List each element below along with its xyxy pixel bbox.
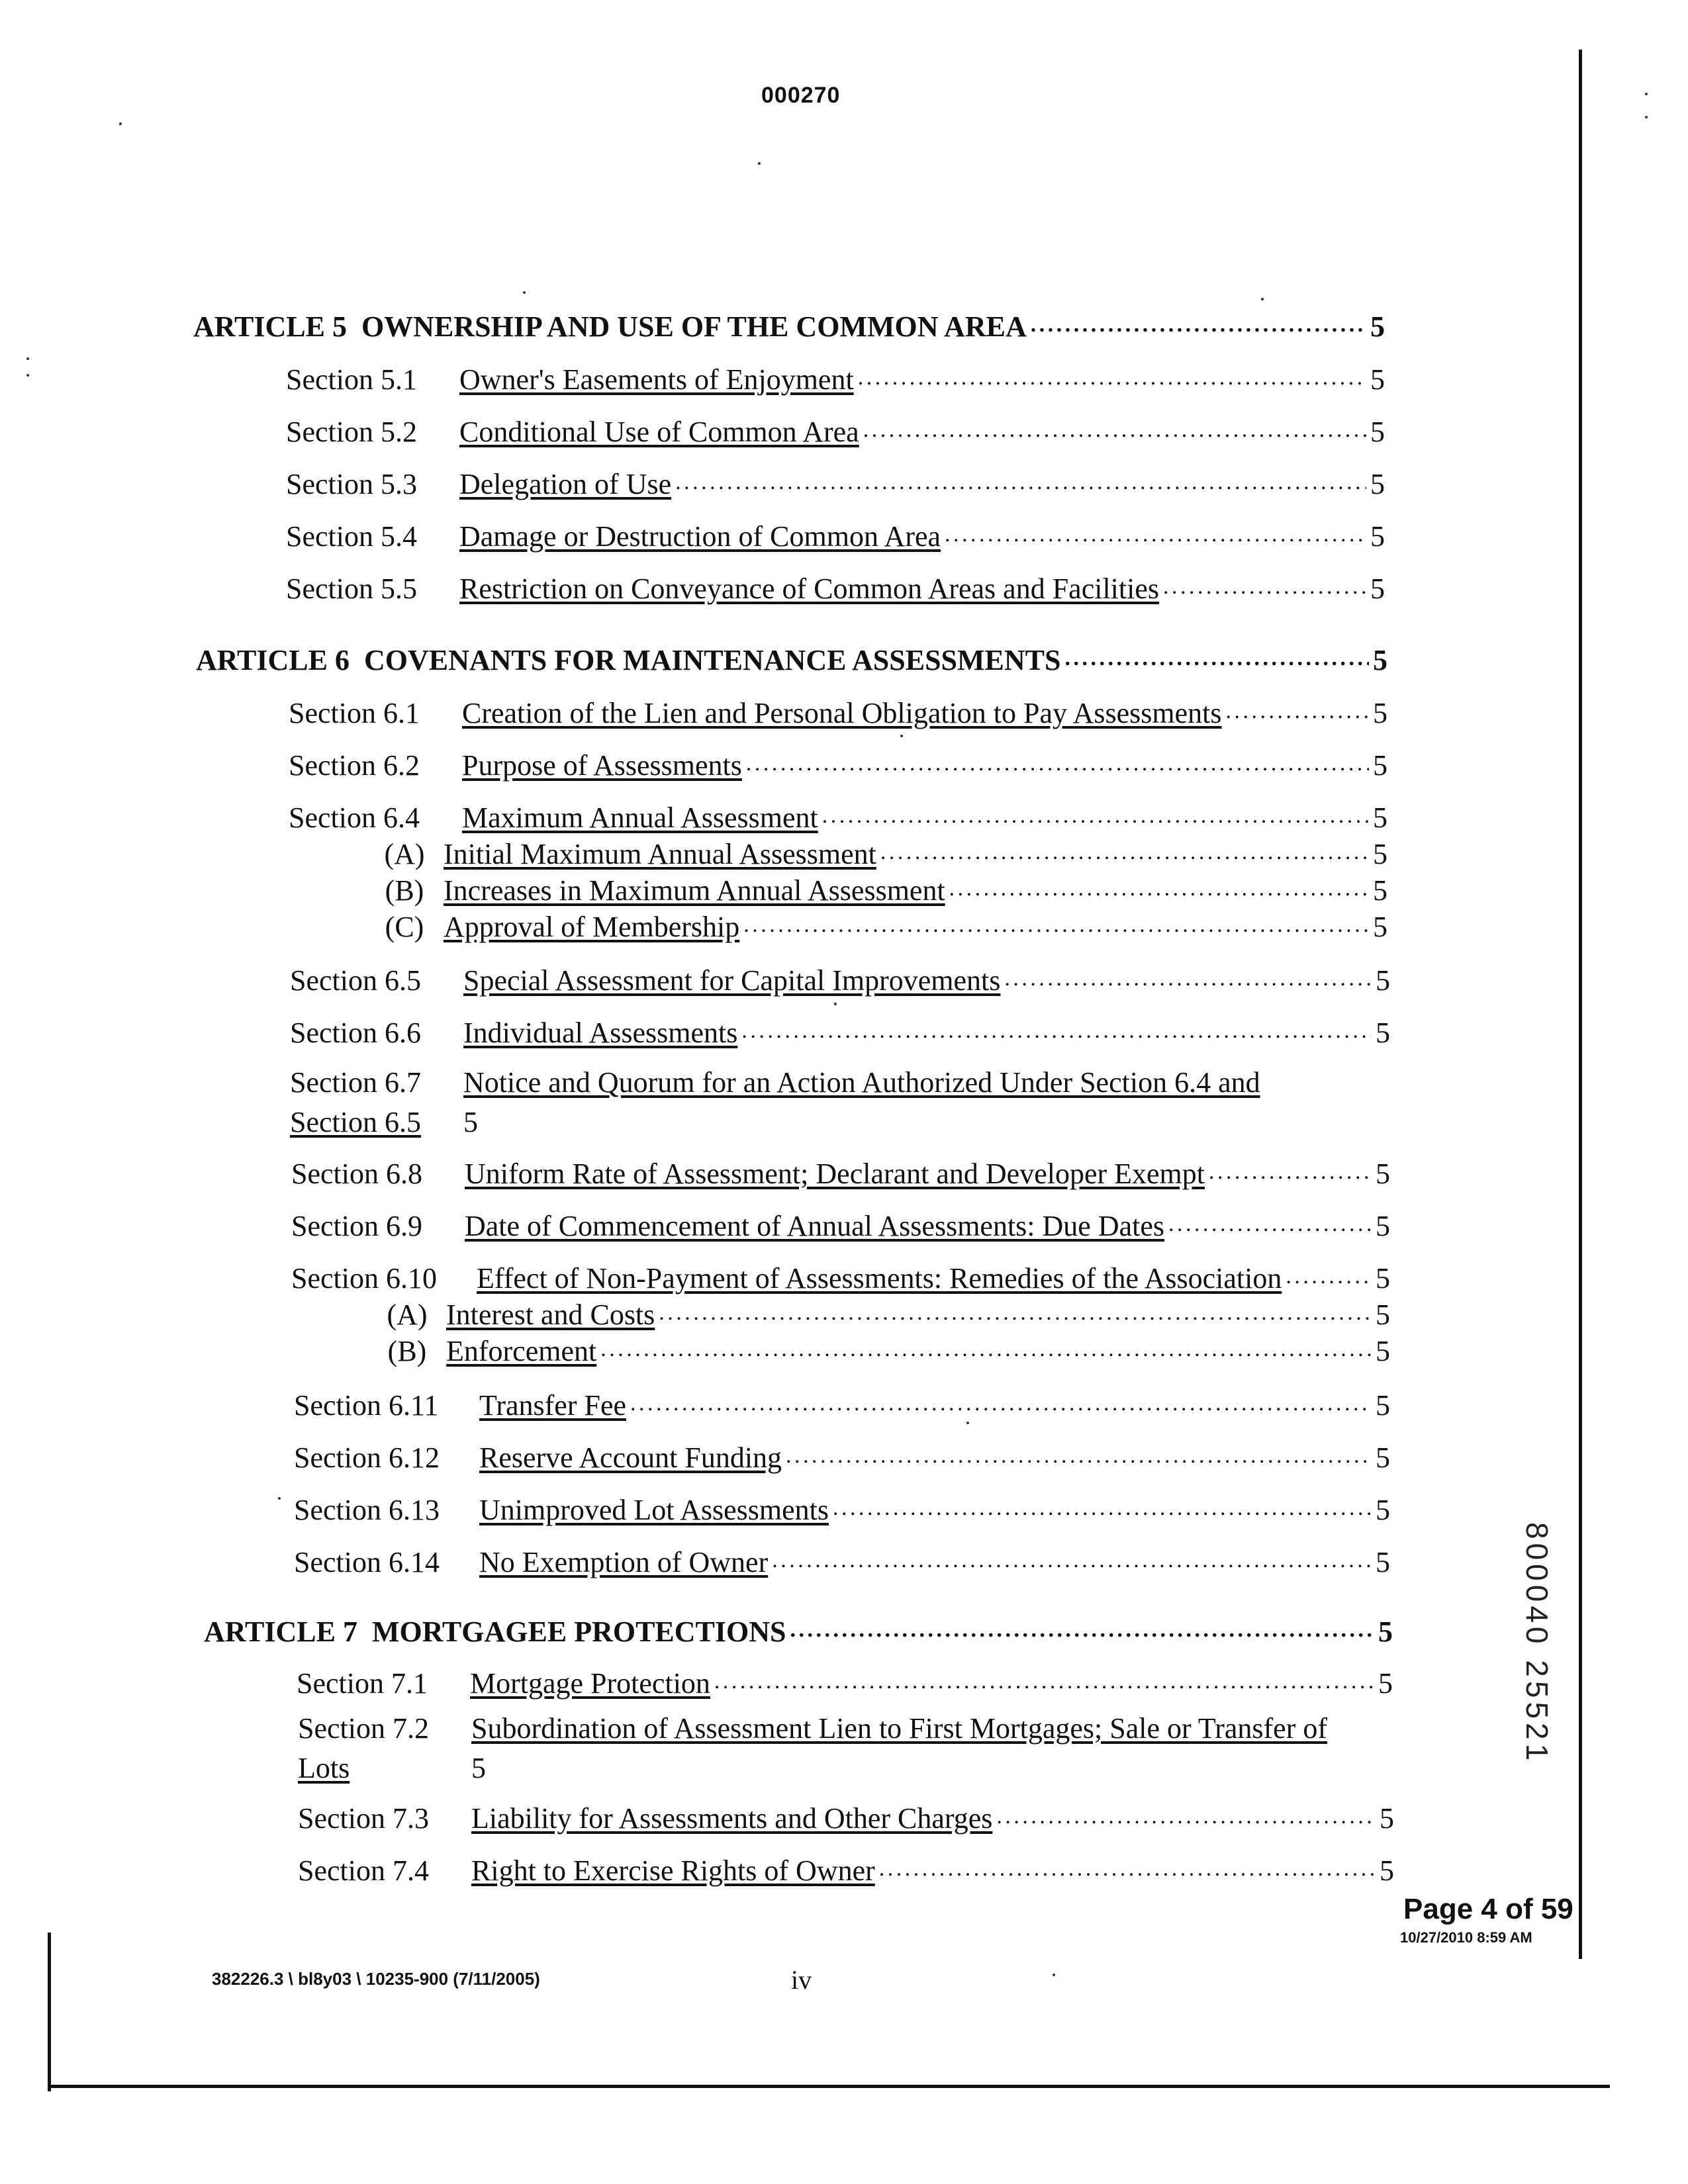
section-title-link[interactable]: Reserve Account Funding [479, 1441, 782, 1474]
section-title-link[interactable]: Transfer Fee [479, 1389, 626, 1422]
page-number: 5 [1376, 964, 1390, 997]
subsection-label: (C) [385, 911, 424, 943]
toc-section-6-12[interactable] [294, 1441, 1390, 1473]
subsection-label: (A) [387, 1298, 428, 1331]
page-number: 5 [1370, 468, 1385, 500]
bates-number: 000270 [761, 83, 841, 108]
section-title-link[interactable]: Individual Assessments [463, 1017, 738, 1049]
section-title-link[interactable]: Notice and Quorum for an Action Authorized Under Section 6.4 and [463, 1066, 1260, 1099]
page-number: 5 [1378, 1667, 1393, 1700]
section-label: Section 6.8 [291, 1158, 422, 1190]
section-title-link[interactable]: Uniform Rate of Assessment; Declarant and Developer Exempt [465, 1158, 1205, 1190]
article-title: COVENANTS FOR MAINTENANCE ASSESSMENTS [363, 644, 1061, 676]
page-number: 5 [1370, 363, 1385, 396]
dot-leader [630, 1388, 1372, 1420]
page-number: 5 [1376, 1298, 1390, 1331]
toc-section-7-4[interactable] [298, 1854, 1394, 1886]
toc-section-6-1[interactable] [289, 696, 1387, 728]
page-number: 5 [1373, 644, 1387, 676]
dot-leader [675, 467, 1366, 499]
section-label: Section 5.4 [286, 520, 417, 553]
section-title-link[interactable]: Right to Exercise Rights of Owner [471, 1854, 875, 1887]
subsection-label: (A) [384, 838, 425, 870]
toc-section-5-3[interactable] [286, 467, 1385, 499]
page-number: 5 [1376, 1546, 1390, 1578]
subsection-title-link[interactable]: Approval of Membership [444, 911, 740, 943]
dot-leader [746, 749, 1369, 780]
section-label: Section 6.7 [290, 1066, 421, 1099]
section-title-link[interactable]: Conditional Use of Common Area [459, 416, 859, 448]
dot-leader [858, 363, 1366, 394]
dot-leader [880, 837, 1369, 869]
section-title-link[interactable]: Subordination of Assessment Lien to First Mortgages; Sale or Transfer of [471, 1712, 1328, 1745]
section-label: Section 6.6 [290, 1017, 421, 1049]
toc-section-6-7[interactable] [290, 1068, 1390, 1137]
page-number: 5 [1376, 1262, 1390, 1295]
page-number: 5 [463, 1106, 478, 1138]
page-number: 5 [1373, 749, 1387, 782]
side-recording-stamp: 800040 25521 [1520, 1522, 1554, 1765]
page-number: 5 [1376, 1158, 1390, 1190]
section-label: Section 5.3 [286, 468, 417, 500]
toc-section-6-4[interactable] [289, 801, 1387, 833]
section-label: Section 7.4 [298, 1854, 429, 1887]
toc-subsection-6-10-b[interactable] [368, 1334, 1390, 1366]
section-title-link[interactable]: Creation of the Lien and Personal Obligation to Pay Assessments [462, 697, 1222, 729]
toc-subsection-6-4-c[interactable] [365, 910, 1387, 942]
dot-leader [1031, 310, 1366, 341]
toc-section-6-14[interactable] [294, 1545, 1390, 1577]
dot-leader [1065, 643, 1370, 675]
dot-leader [714, 1666, 1374, 1698]
section-label: Section 5.1 [286, 363, 417, 396]
page-number: 5 [1376, 1389, 1390, 1422]
article-label: ARTICLE 6 [196, 644, 350, 676]
subsection-title-link[interactable]: Enforcement [446, 1335, 597, 1367]
page-number: 5 [1370, 310, 1385, 343]
toc-section-5-1[interactable] [286, 363, 1385, 394]
dot-leader [1163, 572, 1366, 604]
section-label: Section 6.2 [289, 749, 420, 782]
dot-leader [833, 1493, 1372, 1525]
toc-section-7-3[interactable] [298, 1801, 1394, 1833]
dot-leader [741, 1016, 1372, 1048]
toc-section-6-2[interactable] [289, 749, 1387, 780]
page-number: 5 [1370, 520, 1385, 553]
section-title-link[interactable]: Date of Commencement of Annual Assessments: Due Dates [465, 1210, 1165, 1242]
dot-leader [743, 910, 1369, 942]
dot-leader [1004, 964, 1372, 995]
dot-leader [1286, 1261, 1372, 1293]
section-label: Section 6.13 [294, 1494, 440, 1526]
toc-article-7[interactable] [204, 1615, 1393, 1647]
article-title: OWNERSHIP AND USE OF THE COMMON AREA [361, 310, 1027, 343]
toc-subsection-6-10-a[interactable] [368, 1298, 1390, 1330]
dot-leader [863, 415, 1366, 447]
section-label: Section 6.11 [294, 1389, 439, 1422]
toc-subsection-6-4-a[interactable] [365, 837, 1387, 869]
section-title-link[interactable]: Unimproved Lot Assessments [479, 1494, 829, 1526]
section-title-link[interactable]: Owner's Easements of Enjoyment [459, 363, 854, 396]
section-label: Section 5.5 [286, 572, 417, 605]
dot-leader [1168, 1209, 1372, 1241]
page-number: 5 [1370, 572, 1385, 605]
dot-leader [945, 520, 1366, 551]
section-label: Section 6.4 [289, 801, 420, 834]
section-title-link[interactable]: No Exemption of Owner [479, 1546, 769, 1578]
page-number: 5 [1376, 1017, 1390, 1049]
toc-section-6-6[interactable] [290, 1016, 1390, 1048]
section-title-link[interactable]: Mortgage Protection [470, 1667, 710, 1700]
page-number: 5 [1373, 874, 1387, 907]
section-label: Section 7.2 [298, 1712, 429, 1745]
toc-section-5-2[interactable] [286, 415, 1385, 447]
toc-section-6-9[interactable] [291, 1209, 1390, 1241]
page-count-stamp: Page 4 of 59 [1403, 1893, 1573, 1925]
subsection-title-link[interactable]: Interest and Costs [446, 1298, 655, 1331]
subsection-label: (B) [385, 874, 424, 907]
subsection-title-link[interactable]: Initial Maximum Annual Assessment [444, 838, 876, 870]
toc-section-5-4[interactable] [286, 520, 1385, 551]
page-number: 5 [1373, 801, 1387, 834]
toc-section-6-10[interactable] [291, 1261, 1390, 1293]
toc-article-5[interactable] [193, 310, 1385, 341]
dot-leader [879, 1854, 1376, 1886]
subsection-title-link[interactable]: Increases in Maximum Annual Assessment [444, 874, 945, 907]
section-label: Section 6.9 [291, 1210, 422, 1242]
section-label: Section 6.14 [294, 1546, 440, 1578]
bottom-margin-rule [48, 2085, 1610, 2088]
section-label: Section 6.10 [291, 1262, 437, 1295]
section-label: Section 6.5 [290, 964, 421, 997]
section-label: Section 7.1 [297, 1667, 428, 1700]
page-number: 5 [1376, 1210, 1390, 1242]
toc-section-6-13[interactable] [294, 1493, 1390, 1525]
page-number: 5 [1378, 1615, 1393, 1648]
dot-leader [790, 1615, 1375, 1647]
article-title: MORTGAGEE PROTECTIONS [371, 1615, 786, 1648]
subsection-label: (B) [387, 1335, 427, 1367]
dot-leader [659, 1298, 1372, 1330]
toc-section-6-11[interactable] [294, 1388, 1390, 1420]
page-number: 5 [1376, 1335, 1390, 1367]
dot-leader [1209, 1157, 1372, 1189]
dot-leader [1226, 696, 1369, 728]
section-title-link[interactable]: Restriction on Conveyance of Common Areas and Facilities [459, 572, 1160, 605]
page-number: 5 [471, 1752, 486, 1784]
section-title-link[interactable]: Damage or Destruction of Common Area [459, 520, 941, 553]
page-number: 5 [1370, 416, 1385, 448]
toc-section-5-5[interactable] [286, 572, 1385, 604]
toc-section-7-2[interactable] [298, 1714, 1397, 1783]
section-title-link[interactable]: Purpose of Assessments [462, 749, 742, 782]
article-label: ARTICLE 7 [204, 1615, 357, 1648]
article-label: ARTICLE 5 [193, 310, 347, 343]
right-margin-rule [1579, 50, 1582, 1959]
section-title-link[interactable]: Maximum Annual Assessment [462, 801, 818, 834]
section-title-continuation[interactable]: Section 6.5 [290, 1106, 421, 1138]
dot-leader [786, 1441, 1372, 1473]
toc-section-6-8[interactable] [291, 1157, 1390, 1189]
page-stamp-datetime: 10/27/2010 8:59 AM [1400, 1929, 1532, 1946]
left-margin-rule [48, 1933, 51, 2091]
section-title-link[interactable]: Liability for Assessments and Other Charges [471, 1802, 993, 1835]
section-label: Section 7.3 [298, 1802, 429, 1835]
footer-page-number: iv [791, 1965, 812, 1995]
page-number: 5 [1376, 1494, 1390, 1526]
toc-section-7-1[interactable] [297, 1666, 1393, 1698]
page-number: 5 [1373, 838, 1387, 870]
page-number: 5 [1376, 1441, 1390, 1474]
page-number: 5 [1380, 1802, 1394, 1835]
dot-leader [600, 1334, 1372, 1366]
section-title-continuation[interactable]: Lots [298, 1752, 350, 1784]
page-number: 5 [1380, 1854, 1394, 1887]
page-number: 5 [1373, 697, 1387, 729]
toc-section-6-5[interactable] [290, 964, 1390, 995]
dot-leader [772, 1545, 1372, 1577]
section-title-link[interactable]: Effect of Non-Payment of Assessments: Remedies of the Association [477, 1262, 1282, 1295]
dot-leader [822, 801, 1369, 833]
section-title-link[interactable]: Delegation of Use [459, 468, 672, 500]
dot-leader [996, 1801, 1376, 1833]
toc-subsection-6-4-b[interactable] [365, 874, 1387, 905]
section-label: Section 6.12 [294, 1441, 440, 1474]
footer-document-id: 382226.3 \ bl8y03 \ 10235-900 (7/11/2005) [212, 1969, 540, 1989]
section-label: Section 6.1 [289, 697, 420, 729]
section-title-link[interactable]: Special Assessment for Capital Improvements [463, 964, 1001, 997]
page-number: 5 [1373, 911, 1387, 943]
toc-article-6[interactable] [196, 643, 1387, 675]
dot-leader [949, 874, 1369, 905]
section-label: Section 5.2 [286, 416, 417, 448]
